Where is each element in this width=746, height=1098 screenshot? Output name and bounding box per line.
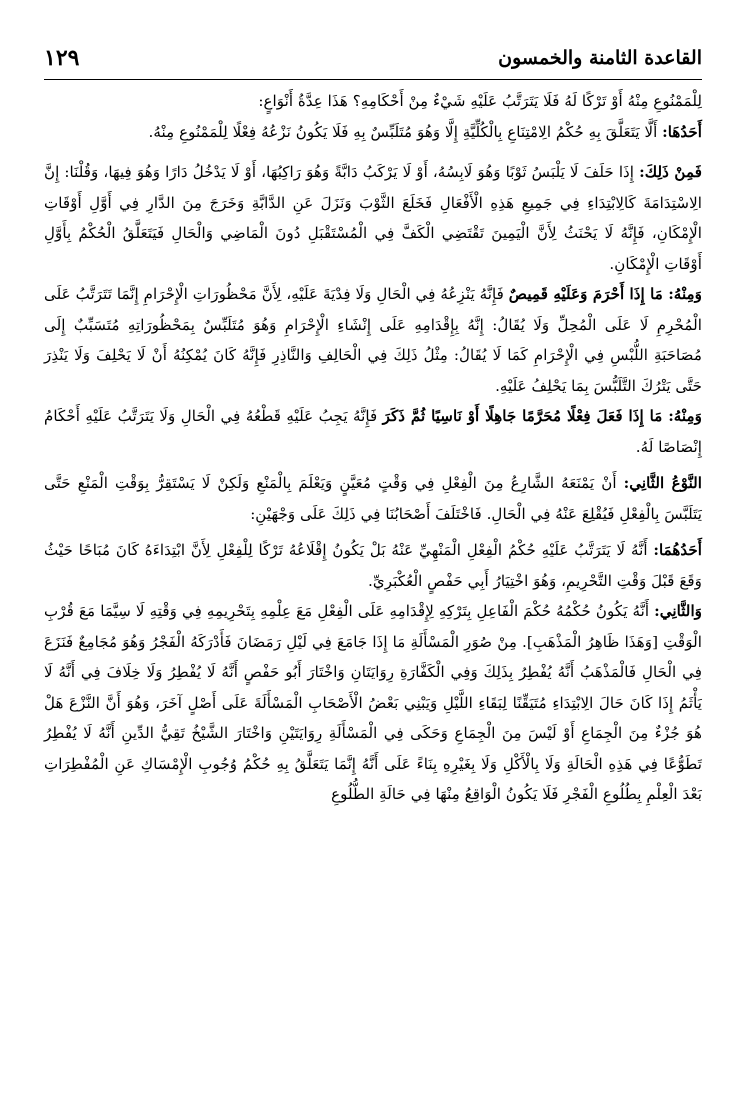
paragraph-lead: أَحَدُهَا: <box>662 122 702 141</box>
paragraph-text: فَإِنَّهُ يَنْزِعُهُ فِي الْحَالِ وَلَا فِدْيَةَ عَلَيْهِ، لِأَنَّ مَحْظُورَاتِ الْإِحْرَامِ إِنَّمَا تَتَرَتَّبُ عَلَى الْمُحْرِمِ لَا عَلَى الْمُحِلِّ وَلَا يُقَالُ: إِنَّهُ بِإِقْدَامِهِ عَلَى إِنْشَاءِ الْإِحْرَامِ وَهُوَ مُتَلَبِّسٌ بِمَحْظُورَاتِهِ مُتَسَبِّبٌ إِلَى مُصَاحَبَةِ اللُّبْسِ فِي الْإِحْرَامِ كَمَا لَا يُقَالُ: مِثْلُ ذَلِكَ فِي الْحَالِفِ وَالنَّاذِرِ فَإِنَّهُ كَانَ يُمْكِنُهُ أَنْ لَا يَحْلِفَ وَلَا يَنْذِرَ حَتَّى يَتْرُكَ التَّلَبُّسَ بِمَا يَحْلِفُ عَلَيْهِ. <box>44 285 702 395</box>
chapter-title: القاعدة الثامنة والخمسون <box>498 47 702 69</box>
paragraph-lead: فَمِنْ ذَلِكَ: <box>639 163 703 181</box>
paragraph <box>44 157 702 279</box>
paragraph-text: فَإِنَّهُ يَجِبُ عَلَيْهِ قَطْعُهُ فِي الْحَالِ وَلَا يَتَرَتَّبُ عَلَيْهِ أَحْكَامُ إِنْصَاصًا لَهُ. <box>44 407 702 456</box>
paragraph-lead: وَالثَّانِي: <box>654 602 702 620</box>
paragraph-lead: أَحَدُهُمَا: <box>653 541 703 559</box>
paragraph <box>44 535 702 596</box>
main-text <box>44 86 702 810</box>
paragraph-lead: وَمِنْهُ: مَا إِذَا أَحْرَمَ وَعَلَيْهِ قَمِيصٌ <box>508 285 702 303</box>
paragraph-lead: وَمِنْهُ: مَا إِذَا فَعَلَ فِعْلًا مُحَرَّمًا جَاهِلًا أَوْ نَاسِيًا ثُمَّ ذَكَرَ <box>382 407 702 425</box>
paragraph <box>44 279 702 401</box>
paragraph-text: أَنَّهُ لَا يَتَرَتَّبُ عَلَيْهِ حُكْمُ الْفِعْلِ الْمَنْهِيِّ عَنْهُ بَلْ يَكُونُ إِقْلَاعُهُ تَرْكًا لِلْفِعْلِ لِأَنَّ ابْتِدَاءَهُ كَانَ مُبَاحًا حَيْثُ وَقَعَ قَبْلَ وَقْتِ التَّحْرِيمِ، وَهُوَ اخْتِيَارُ أَبِي حَفْصٍ الْعُكْبَرِيِّ. <box>44 541 702 590</box>
running-header <box>44 38 702 78</box>
paragraph <box>44 468 702 529</box>
paragraph <box>44 86 702 117</box>
paragraph-text: أَنْ يَمْنَعَهُ الشَّارِعُ مِنَ الْفِعْلِ فِي وَقْتٍ مُعَيَّنٍ وَيَعْلَمَ بِالْمَنْعِ وَلَكِنْ لَا يَسْتَقِرُّ بِوَقْتِ الْمَنْعِ حَتَّى يَتَلَبَّسَ بِالْفِعْلِ فَيُقْلِعَ عَنْهُ فِي الْحَالِ. فَاخْتَلَفَ أَصْحَابُنَا فِي ذَلِكَ عَلَى وَجْهَيْنِ: <box>44 474 702 523</box>
paragraph-text: أَلَّا يَتَعَلَّقَ بِهِ حُكْمُ الِامْتِنَاعِ بِالْكُلِّيَّةِ إِلَّا وَهُوَ مُتَلَبِّسٌ بِهِ فَلَا يَكُونُ نَزْعُهُ فِعْلًا لِلْمَمْنُوعِ مِنْهُ. <box>148 122 658 141</box>
paragraph-text: إِذَا حَلَفَ لَا يَلْبَسُ ثَوْبًا وَهُوَ لَابِسُهُ، أَوْ لَا يَرْكَبُ دَابَّةً وَهُوَ رَاكِبُهَا، أَوْ لَا يَدْخُلُ دَارًا وَهُوَ فِيهَا، وَقُلْنَا: إِنَّ الِاسْتِدَامَةَ كَالِابْتِدَاءِ فِي جَمِيعِ هَذِهِ الْأَفْعَالِ فَخَلَعَ الثَّوْبَ وَنَزَلَ عَنِ الدَّابَّةِ وَخَرَجَ مِنَ الدَّارِ فِي أَوَّلِ أَوْقَاتِ الْإِمْكَانِ، فَإِنَّهُ لَا يَحْنَثُ لِأَنَّ الْيَمِينَ تَقْتَضِي الْكَفَّ فِي الْمُسْتَقْبَلِ دُونَ الْمَاضِي وَالْحَالِ فَيَتَعَلَّقُ الْحُكْمُ بِأَوَّلِ أَوْقَاتِ الْإِمْكَانِ. <box>44 163 702 273</box>
paragraph <box>44 596 702 810</box>
paragraph <box>44 117 702 148</box>
paragraph-text: لِلْمَمْنُوعِ مِنْهُ أَوْ تَرْكًا لَهُ فَلَا يَتَرَتَّبُ عَلَيْهِ شَيْءٌ مِنْ أَحْكَامِهِ؟ هَذَا عِدَّةُ أَنْوَاعٍ: <box>258 92 702 110</box>
paragraph-lead: النَّوْعُ الثَّانِي: <box>623 474 703 492</box>
page-number: ١٢٩ <box>44 45 80 71</box>
header-divider <box>44 79 702 80</box>
paragraph <box>44 401 702 462</box>
paragraph-text: أَنَّهُ يَكُونُ حُكْمُهُ حُكْمَ الْفَاعِلِ بِتَرْكِهِ لِإِقْدَامِهِ عَلَى الْفِعْلِ مَعَ عِلْمِهِ بِتَحْرِيمِهِ فِي وَقْتِهِ لَا سِيَّمَا مَعَ قُرْبِ الْوَقْتِ [وَهَذَا ظَاهِرُ الْمَذْهَبِ]. مِنْ صُوَرِ الْمَسْأَلَةِ مَا إِذَا جَامَعَ فِي لَيْلِ رَمَضَانَ فَأَدْرَكَهُ الْفَجْرُ وَهُوَ مُجَامِعٌ فَنَزَعَ فِي الْحَالِ فَالْمَذْهَبُ أَنَّهُ يُفْطِرُ بِذَلِكَ وَفِي الْكَفَّارَةِ رِوَايَتَانِ وَاخْتَارَ أَبُو حَفْصٍ أَنَّهُ لَا يُفْطِرُ وَلَا خِلَافَ فِي أَنَّهُ لَا يَأْثَمُ إِذَا كَانَ حَالَ الِابْتِدَاءِ مُتَيَقِّنًا لِبَقَاءِ اللَّيْلِ وَيَبْنِي بَعْضُ الْأَصْحَابِ الْمَسْأَلَةَ عَلَى أَصْلٍ آخَرَ، وَهُوَ أَنَّ النَّزْعَ هَلْ هُوَ جُزْءٌ مِنَ الْجِمَاعِ أَوْ لَيْسَ مِنَ الْجِمَاعِ وَحَكَى فِي الْمَسْأَلَةِ رِوَايَتَيْنِ وَاخْتَارَ الشَّيْخُ تَقِيُّ الدِّينِ أَنَّهُ لَا يُفْطِرُ تَطَوُّعًا فِي هَذِهِ الْحَالَةِ وَلَا بِالْأَكْلِ وَلَا بِغَيْرِهِ بِنَاءً عَلَى أَنَّهُ إِنَّمَا يَتَعَلَّقُ بِهِ حُكْمُ وُجُوبِ الْإِمْسَاكِ عَنِ الْمُفْطِرَاتِ بَعْدَ الْعِلْمِ بِطُلُوعِ الْفَجْرِ فَلَا يَكُونُ الْوَاقِعُ مِنْهَا فِي حَالَةِ الطُّلُوعِ <box>44 602 702 803</box>
